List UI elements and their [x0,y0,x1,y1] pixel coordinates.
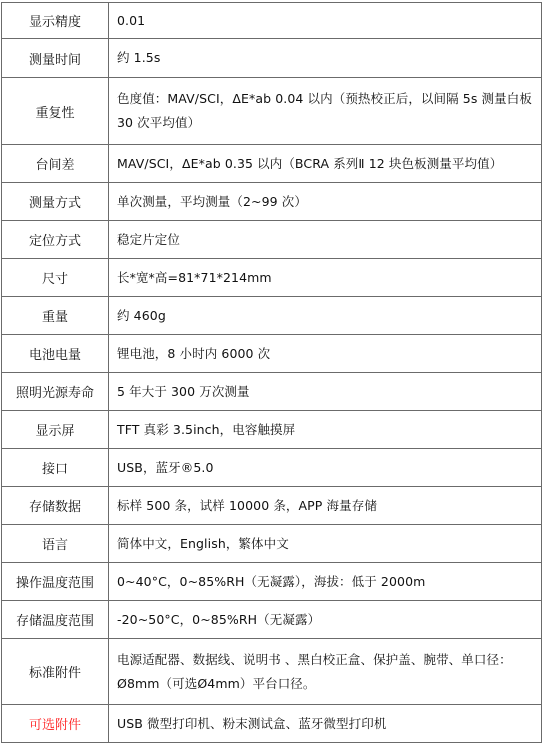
row-label: 显示屏 [2,411,109,449]
row-value: USB，蓝牙®5.0 [109,449,542,487]
row-label: 照明光源寿命 [2,373,109,411]
table-row [2,639,542,705]
row-value: 锂电池，8 小时内 6000 次 [109,335,542,373]
row-value: 长*宽*高=81*71*214mm [109,259,542,297]
row-value: 约 460g [109,297,542,335]
row-value: 0.01 [109,3,542,39]
row-value: MAV/SCI，ΔE*ab 0.35 以内（BCRA 系列Ⅱ 12 块色板测量平均值） [109,145,542,183]
table-row [2,221,542,259]
row-label: 接口 [2,449,109,487]
row-value: 5 年大于 300 万次测量 [109,373,542,411]
table-row [2,487,542,525]
table-row [2,183,542,221]
table-row [2,373,542,411]
row-value: -20~50°C，0~85%RH（无凝露） [109,601,542,639]
row-label: 存储温度范围 [2,601,109,639]
row-value: 色度值：MAV/SCI，ΔE*ab 0.04 以内（预热校正后，以间隔 5s 测量白板 30 次平均值） [109,78,542,145]
row-value: 0~40°C，0~85%RH（无凝露），海拔：低于 2000m [109,563,542,601]
row-label: 重量 [2,297,109,335]
row-value: 稳定片定位 [109,221,542,259]
table-row [2,259,542,297]
row-label: 语言 [2,525,109,563]
table-row [2,449,542,487]
table-row [2,411,542,449]
table-row [2,335,542,373]
table-row [2,3,542,39]
row-label: 操作温度范围 [2,563,109,601]
table-row [2,525,542,563]
table-row [2,39,542,78]
row-label: 电池电量 [2,335,109,373]
row-label: 标准附件 [2,639,109,705]
row-label: 测量方式 [2,183,109,221]
row-label-optional: 可选附件 [2,705,109,743]
row-value: 约 1.5s [109,39,542,78]
row-value: 单次测量，平均测量（2~99 次） [109,183,542,221]
spec-table [1,2,542,743]
table-row [2,297,542,335]
table-row [2,563,542,601]
row-value: 简体中文，English，繁体中文 [109,525,542,563]
row-value: TFT 真彩 3.5inch，电容触摸屏 [109,411,542,449]
row-label: 显示精度 [2,3,109,39]
row-label: 重复性 [2,78,109,145]
row-label: 测量时间 [2,39,109,78]
table-row [2,601,542,639]
table-row [2,78,542,145]
row-label: 尺寸 [2,259,109,297]
row-label: 定位方式 [2,221,109,259]
table-row [2,145,542,183]
table-row [2,705,542,743]
row-value: 电源适配器、数据线、说明书 、黑白校正盒、保护盖、腕带、单口径：Ø8mm（可选Ø4mm）平台口径。 [109,639,542,705]
row-value: 标样 500 条，试样 10000 条，APP 海量存储 [109,487,542,525]
row-label: 存储数据 [2,487,109,525]
row-label: 台间差 [2,145,109,183]
row-value: USB 微型打印机、粉末测试盒、蓝牙微型打印机 [109,705,542,743]
